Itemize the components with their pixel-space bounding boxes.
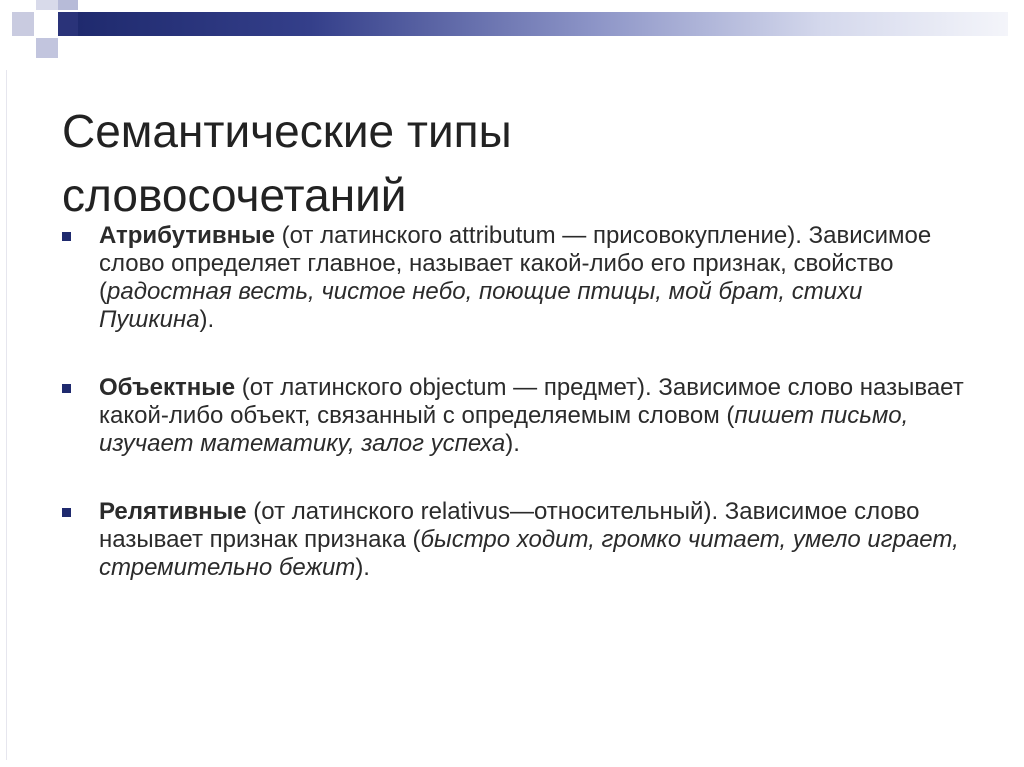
bullet-examples: пишет письмо, изучает математику, залог успеха <box>99 402 909 457</box>
title-line-1: Семантические типы <box>62 104 512 157</box>
bullet-text: (от латинского relativus—относительный). Зависимое слово называет признак признака ( <box>99 498 920 553</box>
bullet-item-attributive <box>62 222 972 334</box>
deco-square <box>58 12 78 36</box>
header-gradient-bar <box>78 12 1008 36</box>
bullet-item-relative <box>62 498 972 582</box>
slide-title <box>62 99 962 227</box>
deco-square <box>12 38 34 58</box>
bullet-text-end: ). <box>199 306 215 333</box>
deco-square <box>12 12 34 36</box>
deco-square <box>58 0 78 10</box>
bullet-term: Релятивные <box>99 498 247 525</box>
title-line-2: словосочетаний <box>62 168 407 221</box>
bullet-text-end: ). <box>355 554 370 581</box>
square-bullet-icon <box>62 508 71 517</box>
deco-square <box>36 12 58 36</box>
bullet-list <box>62 222 972 622</box>
left-border-line <box>6 70 7 760</box>
corner-squares-decoration <box>0 0 90 70</box>
square-bullet-icon <box>62 384 71 393</box>
bullet-term: Атрибутивные <box>99 222 275 249</box>
deco-square <box>36 38 58 58</box>
deco-square <box>36 0 58 10</box>
bullet-examples: радостная весть, чистое небо, поющие птицы, мой брат, стихи Пушкина <box>99 278 863 333</box>
square-bullet-icon <box>62 232 71 241</box>
bullet-text: (от латинского attributum — присовокупление). Зависимое слово определяет главное, называет какой-либо его признак, свойство ( <box>99 222 932 305</box>
bullet-text-end: ). <box>505 430 520 457</box>
bullet-text: (от латинского objectum — предмет). Зависимое слово называет какой-либо объект, связанный с определяемым словом ( <box>99 374 964 429</box>
bullet-examples: быстро ходит, громко читает, умело играет, стремительно бежит <box>99 526 959 581</box>
bullet-term: Объектные <box>99 374 236 401</box>
bullet-item-objective <box>62 374 972 458</box>
